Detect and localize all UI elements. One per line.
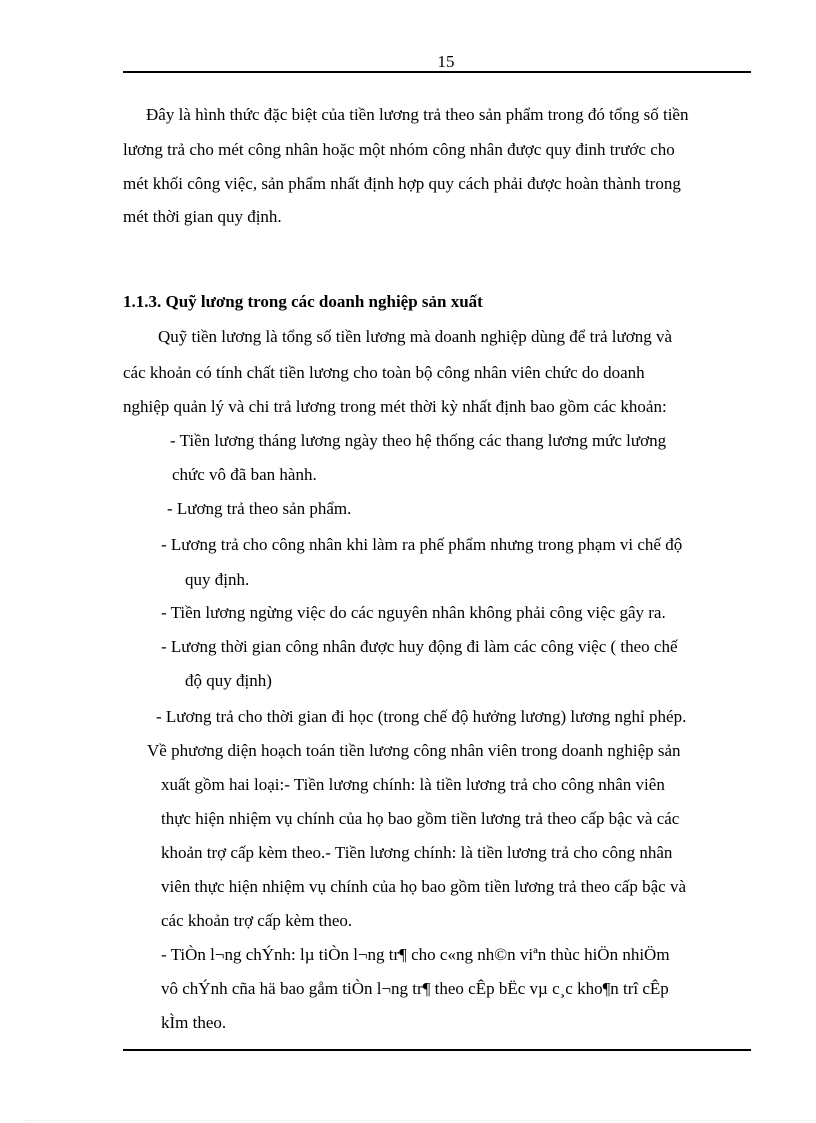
list-item: - Lương thời gian công nhân được huy động đi làm các công việc ( theo chế <box>161 637 678 656</box>
list-item: chức vô đã ban hành. <box>172 465 317 484</box>
accounting-line: viên thực hiện nhiệm vụ chính của họ bao gồm tiền lương trả theo cấp bậc và <box>161 877 686 896</box>
page-edge <box>24 1120 816 1121</box>
header-rule <box>123 71 751 73</box>
paragraph-line: mét thời gian quy định. <box>123 207 282 226</box>
list-item: - Tiền lương ngừng việc do các nguyên nhân không phải công việc gây ra. <box>161 603 666 622</box>
garbled-line: kÌm theo. <box>161 1013 227 1032</box>
accounting-line: xuất gồm hai loại:- Tiền lương chính: là tiền lương trả cho công nhân viên <box>161 775 665 794</box>
accounting-line: các khoản trợ cấp kèm theo. <box>161 911 353 930</box>
accounting-line: thực hiện nhiệm vụ chính của họ bao gồm tiền lương trả theo cấp bậc và các <box>161 809 680 828</box>
intro-line: nghiệp quản lý và chi trả lương trong mét thời kỳ nhất định bao gồm các khoản: <box>123 397 667 416</box>
intro-line: các khoản có tính chất tiền lương cho toàn bộ công nhân viên chức do doanh <box>123 363 645 382</box>
list-item: quy định. <box>185 570 250 589</box>
garbled-line: vô chÝnh cña hä bao gåm tiÒn l¬ng tr¶ theo cÊp bËc vµ c¸c kho¶n trî cÊp <box>161 979 669 998</box>
list-item: độ quy định) <box>185 671 272 690</box>
garbled-line: - TiÒn l¬ng chÝnh: lµ tiÒn l¬ng tr¶ cho c«ng nh©n viªn thùc hiÖn nhiÖm <box>161 945 670 964</box>
section-heading: 1.1.3. Quỹ lương trong các doanh nghiệp sản xuất <box>123 292 483 311</box>
intro-line: Quỹ tiền lương là tổng số tiền lương mà doanh nghiệp dùng để trả lương và <box>158 327 673 346</box>
list-item: - Lương trả cho công nhân khi làm ra phế phẩm nhưng trong phạm vi chế độ <box>161 535 683 554</box>
page-number: 15 <box>437 52 455 71</box>
accounting-line: khoản trợ cấp kèm theo.- Tiền lương chính: là tiền lương trả cho công nhân <box>161 843 673 862</box>
list-item: - Tiền lương tháng lương ngày theo hệ thống các thang lương mức lương <box>170 431 667 450</box>
paragraph-line: mét khối công việc, sản phẩm nhất định hợp quy cách phải được hoàn thành trong <box>123 174 681 193</box>
list-item: - Lương trả cho thời gian đi học (trong chế độ hưởng lương) lương nghỉ phép. <box>156 707 687 726</box>
paragraph-line: lương trả cho mét công nhân hoặc một nhóm công nhân được quy đinh trước cho <box>123 140 675 159</box>
paragraph-line: Đây là hình thức đặc biệt của tiền lương trả theo sản phẩm trong đó tổng số tiền <box>146 105 689 124</box>
list-item: - Lương trả theo sản phẩm. <box>167 499 352 518</box>
accounting-line: Về phương diện hoạch toán tiền lương công nhân viên trong doanh nghiệp sản <box>147 741 681 760</box>
footer-rule <box>123 1049 751 1051</box>
